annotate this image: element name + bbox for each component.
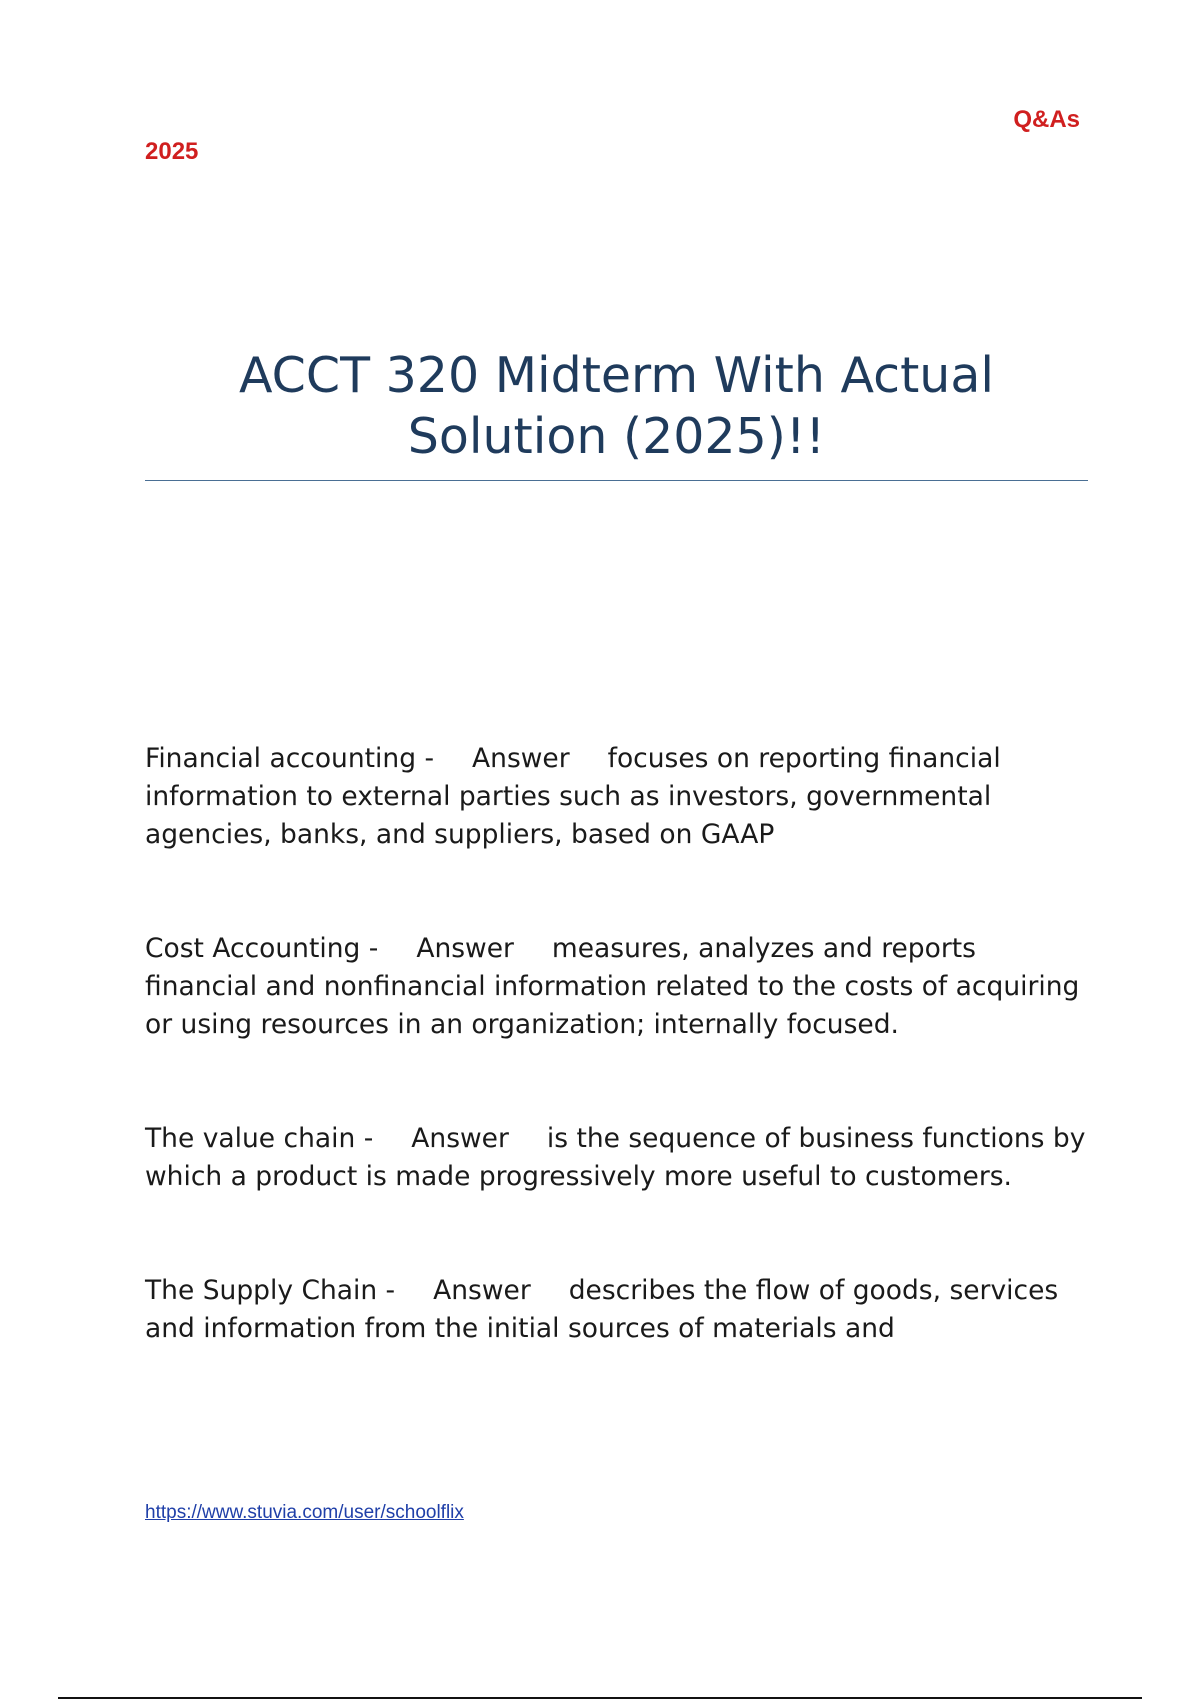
qa-item-financial-accounting (145, 740, 1095, 854)
qa-tag: Q&As (1013, 106, 1080, 133)
qa-term: The value chain - (145, 1123, 374, 1154)
source-link[interactable]: https://www.stuvia.com/user/schoolflix (145, 1502, 464, 1523)
qa-list (145, 740, 1095, 1348)
qa-item-cost-accounting (145, 930, 1095, 1044)
title-line-1: ACCT 320 Midterm With Actual (239, 347, 994, 404)
qa-answer-label: Answer (416, 933, 514, 964)
qa-definition: is the sequence of business functions by which a product is made progressively more useful to customers. (145, 1123, 1094, 1192)
page-bottom-rule (58, 1697, 1142, 1699)
document-title (145, 345, 1088, 467)
title-divider (145, 480, 1088, 481)
title-line-2: Solution (2025)!! (407, 408, 826, 465)
qa-term: Financial accounting - (145, 743, 435, 774)
qa-definition: focuses on reporting financial information to external parties such as investors, governmental agencies, banks, and suppliers, based on GAAP (145, 743, 1010, 850)
qa-definition: describes the flow of goods, services and information from the initial sources of materials and (145, 1275, 1067, 1344)
qa-term: Cost Accounting - (145, 933, 379, 964)
qa-answer-label: Answer (411, 1123, 509, 1154)
qa-term: The Supply Chain - (145, 1275, 396, 1306)
qa-answer-label: Answer (472, 743, 570, 774)
qa-item-value-chain (145, 1120, 1095, 1196)
qa-definition: measures, analyzes and reports financial and nonfinancial information related to the costs of acquiring or using resources in an organization; internally focused. (145, 933, 1088, 1040)
qa-item-supply-chain (145, 1272, 1095, 1348)
year-label: 2025 (145, 138, 199, 165)
qa-answer-label: Answer (433, 1275, 531, 1306)
